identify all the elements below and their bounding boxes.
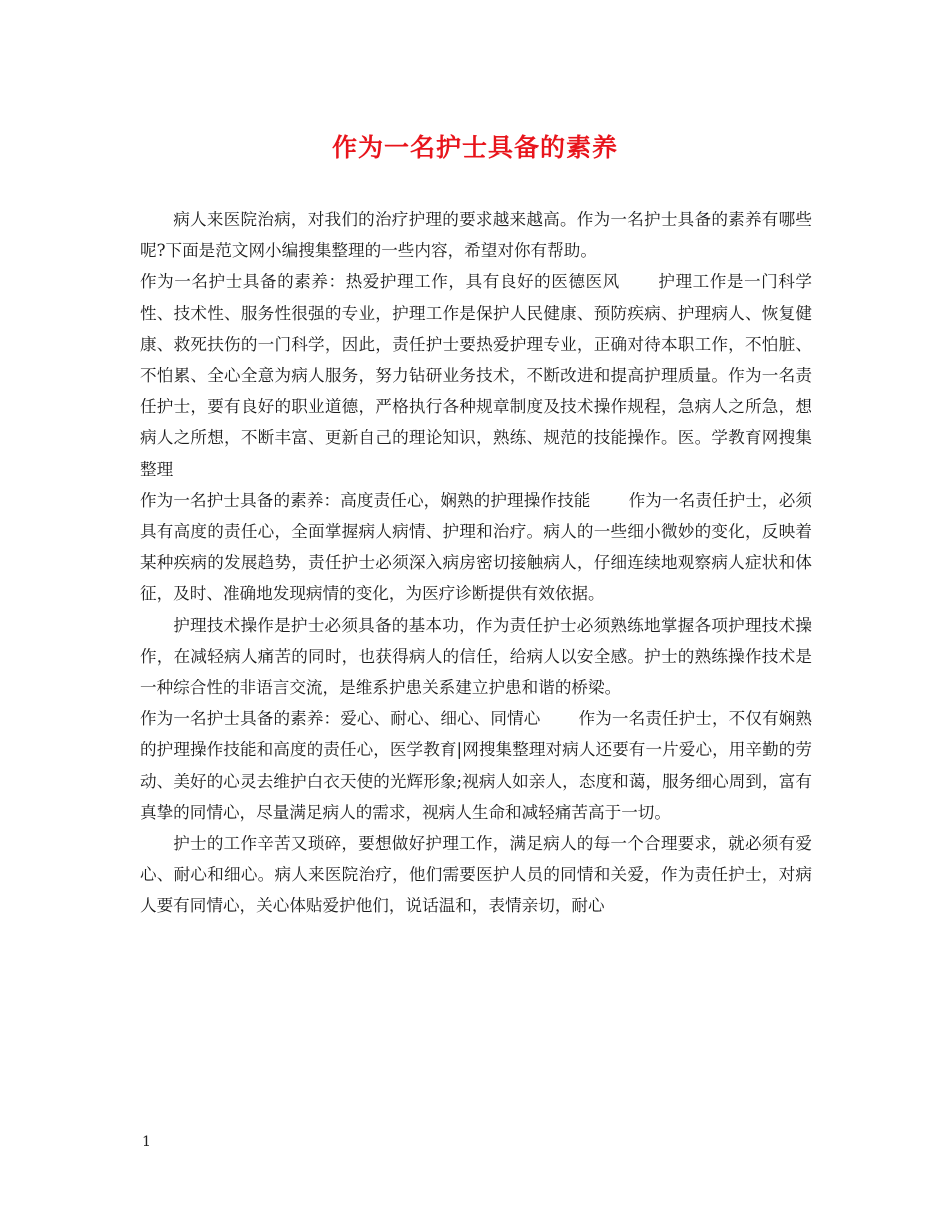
section-3-body: 作为一名责任护士，不仅有娴熟的护理操作技能和高度的责任心，医学教育|网搜集整理对病人还要有一片爱心，用辛勤的劳动、美好的心灵去维护白衣天使的光辉形象;视病人如亲人，态度和蔼，服务细心周到，富有真挚的同情心，尽量满足病人的需求，视病人生命和减轻痛苦高于一切。 — [140, 709, 813, 822]
section-2 — [140, 485, 812, 610]
intro-paragraph: 病人来医院治病，对我们的治疗护理的要求越来越高。作为一名护士具备的素养有哪些呢?下面是范文网小编搜集整理的一些内容，希望对你有帮助。 — [140, 210, 812, 261]
section-heading-3: 作为一名护士具备的素养：爱心、耐心、细心、同情心 — [140, 709, 541, 729]
section-heading-1: 作为一名护士具备的素养：热爱护理工作，具有良好的医德医风 — [140, 272, 620, 292]
page-number: 1 — [142, 1134, 151, 1150]
section-1-body: 护理工作是一门科学性、技术性、服务性很强的专业，护理工作是保护人民健康、预防疾病、护理病人、恢复健康、救死扶伤的一门科学，因此，责任护士要热爱护理专业，正确对待本职工作，不怕脏、不怕累、全心全意为病人服务，努力钻研业务技术，不断改进和提高护理质量。作为一名责任护士，要有良好的职业道德，严格执行各种规章制度及技术操作规程，急病人之所急，想病人之所想，不断丰富、更新自己的理论知识，熟练、规范的技能操作。医。学教育网搜集整理 — [140, 272, 813, 479]
document-body — [140, 204, 812, 922]
document-title: 作为一名护士具备的素养 — [331, 133, 618, 162]
section-heading-2: 作为一名护士具备的素养：高度责任心，娴熟的护理操作技能 — [140, 490, 591, 510]
section-2-paragraph-2: 护理技术操作是护士必须具备的基本功，作为责任护士必须熟练地掌握各项护理技术操作，在减轻病人痛苦的同时，也获得病人的信任，给病人以安全感。护士的熟练操作技术是一种综合性的非语言交流，是维系护患关系建立护患和谐的桥梁。 — [140, 615, 812, 698]
section-1 — [140, 266, 812, 484]
section-3-paragraph-2: 护士的工作辛苦又琐碎，要想做好护理工作，满足病人的每一个合理要求，就必须有爱心、耐心和细心。病人来医院治疗，他们需要医护人员的同情和关爱，作为责任护士，对病人要有同情心，关心体贴爱护他们，说话温和，表情亲切，耐心 — [140, 834, 812, 916]
section-3 — [140, 703, 812, 828]
section-2-body: 作为一名责任护士，必须具有高度的责任心，全面掌握病人病情、护理和治疗。病人的一些细小微妙的变化，反映着某种疾病的发展趋势，责任护士必须深入病房密切接触病人，仔细连续地观察病人症状和体征，及时、准确地发现病情的变化，为医疗诊断提供有效依据。 — [140, 490, 813, 604]
